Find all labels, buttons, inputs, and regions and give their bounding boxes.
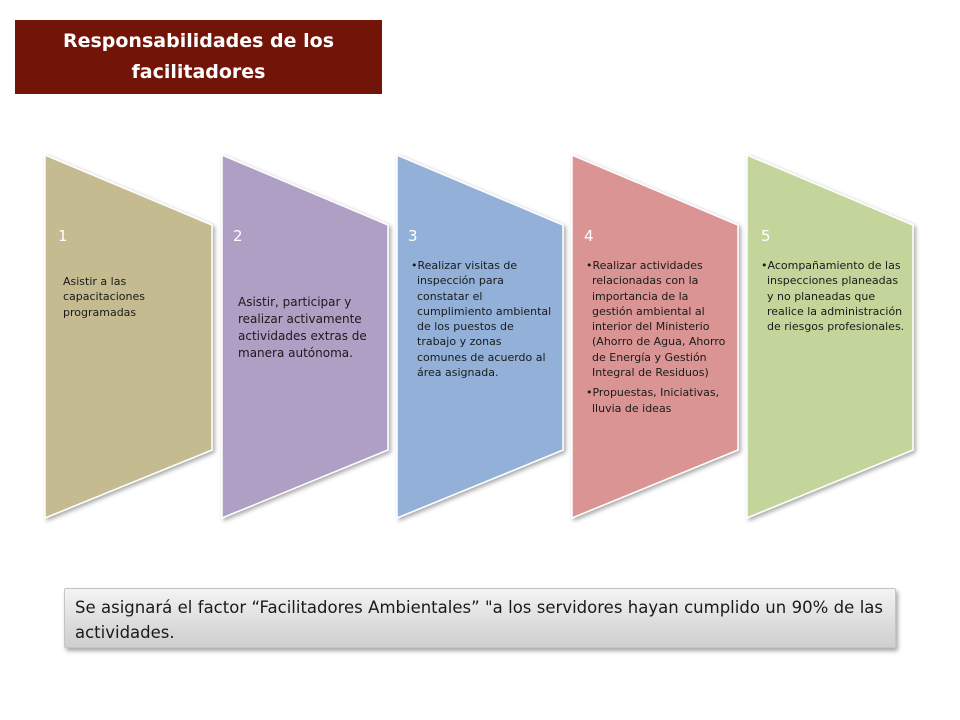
step-2-text (238, 294, 378, 362)
step-1-text (63, 274, 203, 320)
footer-note (64, 588, 896, 648)
step-2-number: 2 (233, 227, 243, 245)
step-3-number: 3 (408, 227, 418, 245)
step-3-text (409, 258, 554, 385)
step-1-shape (45, 155, 212, 518)
step-5-text (759, 258, 905, 339)
slide-title-text: Responsabilidades de los facilitadores (62, 30, 335, 83)
footer-note-text: Se asignará el factor “Facilitadores Ambientales” "a los servidores hayan cumplido un 90% de las actividades. (75, 598, 883, 642)
step-4-text (584, 258, 730, 421)
step-5-item: •Acompañamiento de las inspecciones planeadas y no planeadas que realice la administración de riesgos profesionales. (761, 259, 905, 334)
step-4-number: 4 (584, 227, 594, 245)
step-1-item: Asistir a las capacitaciones programadas (63, 275, 145, 319)
step-4-item-1: •Realizar actividades relacionadas con la importancia de la gestión ambiental al interior del Ministerio (Ahorro de Agua, Ahorro de Energía y Gestión Integral de Residuos) (586, 259, 726, 380)
step-3-item: •Realizar visitas de inspección para constatar el cumplimiento ambiental de los puestos de trabajo y zonas comunes de acuerdo al área asignada. (411, 259, 552, 380)
step-4-item-2: •Propuestas, Iniciativas, lluvia de ideas (586, 386, 720, 415)
step-1-number: 1 (58, 227, 68, 245)
step-2-item: Asistir, participar y realizar activamente actividades extras de manera autónoma. (238, 295, 367, 360)
step-5-number: 5 (761, 227, 771, 245)
